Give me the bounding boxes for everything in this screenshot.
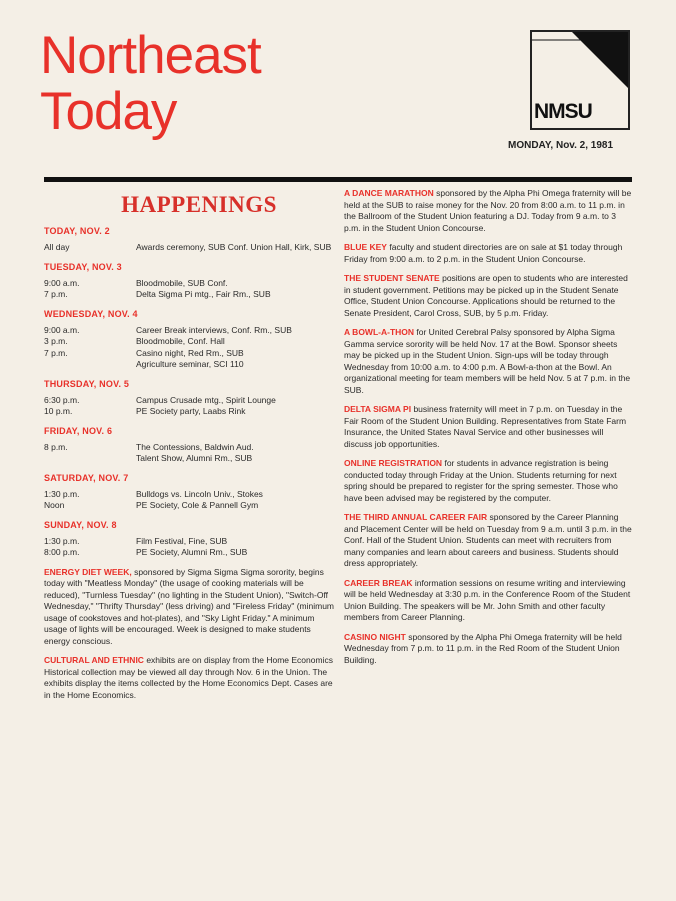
news-item	[44, 567, 334, 648]
event-time: 10 p.m.	[44, 406, 73, 416]
news-item	[344, 273, 634, 319]
event-row	[44, 547, 334, 559]
day-heading: SUNDAY, NOV. 8	[44, 519, 117, 530]
event-row	[44, 395, 334, 407]
event-description: Agriculture seminar, SCI 110	[136, 359, 244, 369]
news-item-heading: THE THIRD ANNUAL CAREER FAIR	[344, 512, 488, 522]
masthead-rule	[44, 177, 632, 182]
news-item-heading: ENERGY DIET WEEK,	[44, 566, 132, 577]
title-line-2: Today	[40, 82, 177, 141]
news-item-body: positions are open to students who are interested in student government. Petitions may be picked up in the Student Senate Office, Student Union Concourse. Applications should be returned to the Senate President, Carol Cross, SUB, by 5 p.m. Friday.	[344, 273, 628, 318]
news-item-heading: CULTURAL AND ETHNIC	[44, 655, 144, 665]
masthead-title	[40, 28, 261, 140]
event-description: Bloodmobile, Conf. Hall	[136, 336, 225, 346]
news-item-heading: THE STUDENT SENATE	[344, 273, 440, 283]
news-item	[344, 188, 634, 234]
event-time: 8:00 p.m.	[44, 547, 80, 557]
news-item-body: sponsored by the Career Planning and Placement Center will be held on Tuesday from 9 a.m. until 3 p.m. in the Conf. Hall of the Student Union. Students can meet with recruiters from many companies and learn about careers and business. Students should dress appropriately.	[344, 512, 632, 568]
news-item-heading: ONLINE REGISTRATION	[344, 458, 443, 468]
news-item	[344, 404, 634, 450]
event-time: 9:00 a.m.	[44, 277, 80, 288]
event-description: Film Festival, Fine, SUB	[136, 535, 228, 546]
event-time: 3 p.m.	[44, 336, 68, 346]
event-row	[44, 278, 334, 290]
event-time: 1:30 p.m.	[44, 535, 80, 546]
news-item-heading: A DANCE MARATHON	[344, 188, 434, 198]
news-item	[344, 632, 634, 667]
news-item-body: for students in advance registration is being conducted today through Friday at the Union. Students returning for next spring should be prepared to register for the spring semester. Those who have been advised may be registered by the computer.	[344, 458, 618, 503]
day-heading: TODAY, NOV. 2	[44, 226, 110, 236]
event-description: PE Society party, Laabs Rink	[136, 406, 246, 416]
left-column	[44, 190, 334, 709]
event-description: PE Society, Cole & Pannell Gym	[136, 500, 259, 510]
news-item-body: business fraternity will meet in 7 p.m. on Tuesday in the Fair Room of the Student Union Building. Representatives from State Farm Insurance, the United States Naval Service and other businesses will discuss job opportunities.	[344, 404, 627, 449]
event-row	[44, 500, 334, 512]
left-news-items	[44, 567, 334, 702]
event-row	[44, 442, 334, 454]
event-time: 7 p.m.	[44, 289, 68, 299]
event-description: Career Break interviews, Conf. Rm., SUB	[136, 324, 292, 335]
event-description: The Contessions, Baldwin Aud.	[136, 441, 254, 452]
news-item-heading: A BOWL-A-THON	[344, 327, 415, 337]
right-news-items	[344, 188, 634, 666]
news-item-heading: DELTA SIGMA PI	[344, 404, 412, 414]
event-description: PE Society, Alumni Rm., SUB	[136, 547, 248, 557]
news-item	[44, 655, 334, 701]
news-item	[344, 578, 634, 624]
news-item-body: exhibits are on display from the Home Economics Historical collection may be viewed all day through Nov. 6 in the Union. The exhibits display the items collected by the Home Economics Dept. Cases are in the Home Economics.	[44, 655, 333, 700]
news-item	[344, 512, 634, 570]
event-time	[44, 359, 136, 371]
event-description: Awards ceremony, SUB Conf. Union Hall, Kirk, SUB	[136, 242, 332, 252]
news-item-body: information sessions on resume writing and interviewing will be held Wednesday at 3:30 p.m. in the Conference Room of the Student Union Building. The speakers will be Mr. John Smith and other faculty members from Career Planning.	[344, 577, 631, 622]
event-time: 7 p.m.	[44, 347, 68, 358]
event-description: Casino night, Red Rm., SUB	[136, 347, 244, 358]
nmsu-logo	[530, 30, 630, 130]
event-row	[44, 348, 334, 360]
event-time: 6:30 p.m.	[44, 394, 80, 405]
event-row	[44, 453, 334, 465]
news-item-body: sponsored by the Alpha Phi Omega fraternity will be held Wednesday from 7 p.m. to 11 p.m. in the Red Room of the Student Union Building.	[344, 631, 622, 665]
event-time	[44, 453, 136, 465]
event-time: 1:30 p.m.	[44, 488, 80, 499]
news-item	[344, 242, 634, 265]
day-heading: FRIDAY, NOV. 6	[44, 425, 113, 436]
issue-date: MONDAY, Nov. 2, 1981	[508, 140, 614, 151]
event-row	[44, 359, 334, 371]
day-heading: TUESDAY, NOV. 3	[44, 261, 122, 272]
event-description: Bloodmobile, SUB Conf.	[136, 277, 228, 288]
event-row	[44, 325, 334, 337]
news-item-heading: CAREER BREAK	[344, 577, 413, 588]
event-row	[44, 289, 334, 301]
news-item-body: sponsored by Sigma Sigma Sigma sorority, begins today with "Meatless Monday" (the usage of cooking materials will be reduced), "Turnless Tuesday" (no lighting in the Student Union), "Switch-Off Wednesday," "Thrifty Thursday" (less driving) and "Fireless Friday" (minimum usage of cookstoves and hot-plates), and "Sky Light Friday." A minimum usage of lights will be encouraged. Week is designed to make students energy conscious.	[44, 566, 335, 646]
news-item-heading: CASINO NIGHT	[344, 631, 406, 642]
event-time: 9:00 a.m.	[44, 324, 80, 335]
news-item-body: faculty and student directories are on sale at $1 today through Friday from 9:00 a.m. to 2 p.m. in the Student Union Concourse.	[344, 242, 623, 264]
event-description: Bulldogs vs. Lincoln Univ., Stokes	[136, 488, 263, 499]
happenings-list	[44, 226, 334, 559]
event-row	[44, 336, 334, 348]
event-row	[44, 406, 334, 418]
title-line-1: Northeast	[40, 26, 261, 85]
day-heading: SATURDAY, NOV. 7	[44, 472, 129, 483]
event-row	[44, 536, 334, 548]
event-time: 8 p.m.	[44, 441, 68, 452]
event-time: Noon	[44, 500, 65, 510]
event-description: Delta Sigma Pi mtg., Fair Rm., SUB	[136, 289, 271, 299]
event-description: Campus Crusade mtg., Spirit Lounge	[136, 394, 276, 405]
right-column	[344, 188, 634, 674]
news-item	[344, 458, 634, 504]
event-time: All day	[44, 242, 70, 252]
event-row	[44, 489, 334, 501]
news-item	[344, 327, 634, 396]
news-item-body: for United Cerebral Palsy sponsored by Alpha Sigma Gamma service sorority will be held Nov. 17 at the Bowl. Sponsor sheets may be picked up in the Student Union. Sign-ups will be today through Wednesday from 10:00 a.m. to 4:00 p.m. A Bowl-a-thon at the Bowl. An organizational meeting for team members will be held Nov. 5 at 7 p.m. in the SUB.	[344, 327, 631, 395]
news-item-body: sponsored by the Alpha Phi Omega fraternity will be held at the SUB to raise money for the Nov. 20 from 8:00 a.m. to 11 p.m. in the Ballroom of the Student Union featuring a DJ. Today from 9 a.m. to 3 p.m. in the Student Union Concourse.	[344, 188, 632, 233]
event-row	[44, 242, 334, 254]
happenings-heading: HAPPENINGS	[121, 192, 277, 217]
logo-text: NMSU	[534, 100, 592, 123]
event-description: Talent Show, Alumni Rm., SUB	[136, 453, 253, 463]
day-heading: THURSDAY, NOV. 5	[44, 378, 130, 389]
news-item-heading: BLUE KEY	[344, 242, 387, 252]
day-heading: WEDNESDAY, NOV. 4	[44, 308, 138, 319]
